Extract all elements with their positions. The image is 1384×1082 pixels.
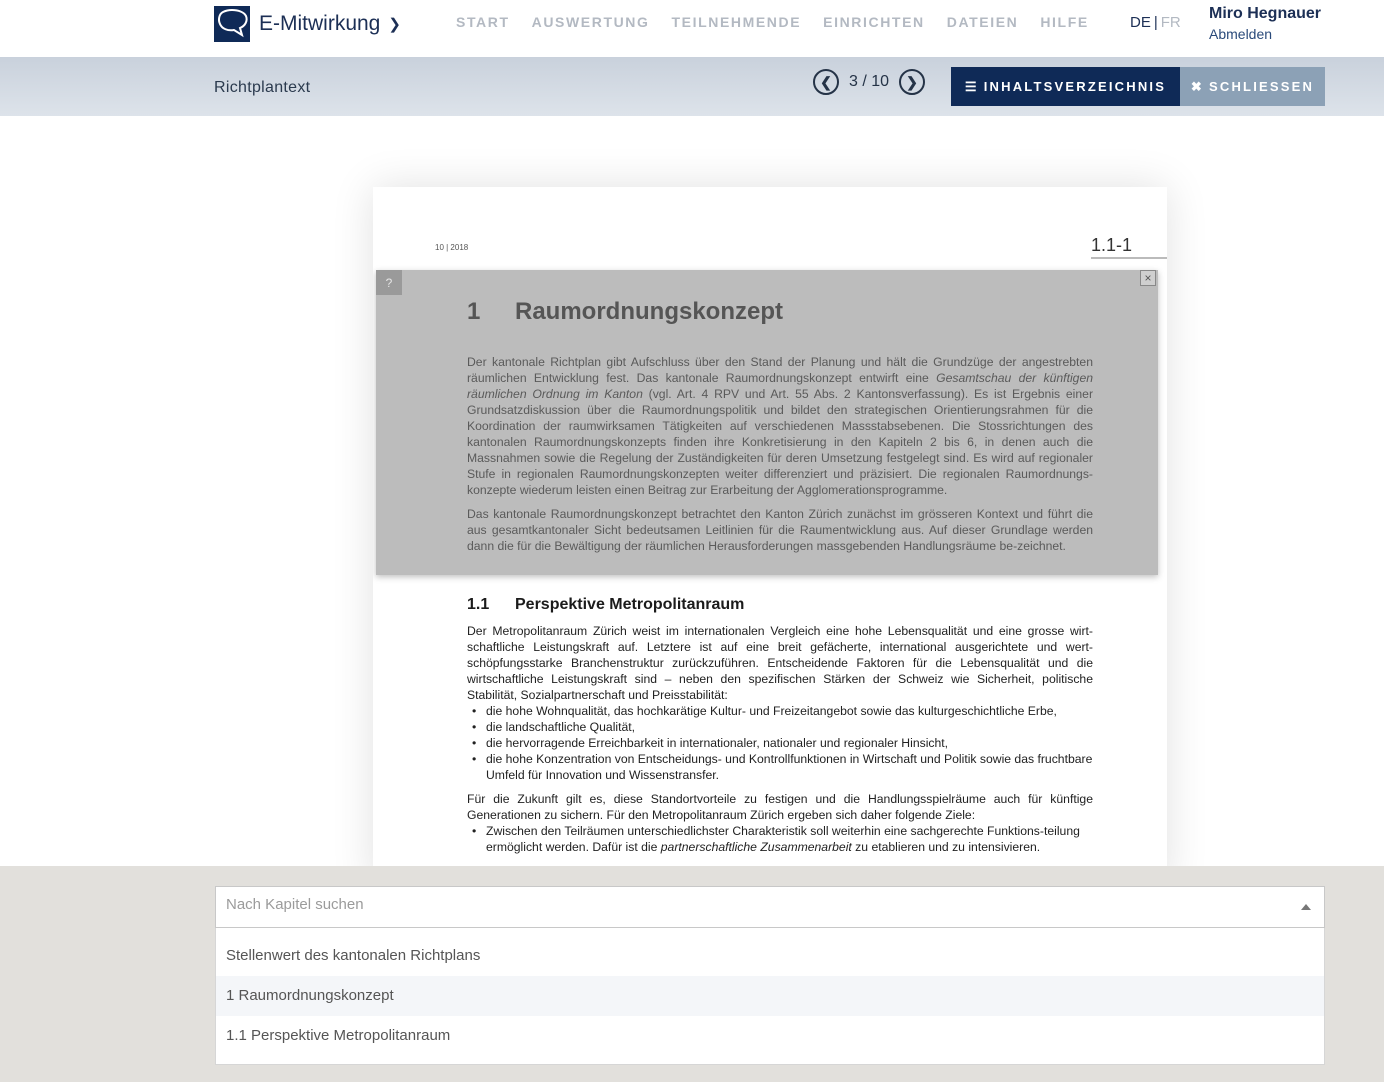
arrow-left-circle-icon[interactable]: ❮	[813, 69, 839, 95]
app-switcher[interactable]	[214, 6, 401, 42]
menu-auswertung[interactable]: AUSWERTUNG	[531, 14, 650, 30]
chapter-search-box[interactable]	[215, 886, 1325, 928]
app-name: E-Mitwirkung	[259, 12, 381, 35]
lang-de[interactable]: DE	[1130, 14, 1151, 31]
question-icon[interactable]: ?	[376, 270, 402, 295]
page-date: 10 | 2018	[435, 243, 469, 252]
chapter-search-panel	[0, 866, 1384, 1082]
lang-fr[interactable]: FR	[1160, 14, 1181, 31]
toc-button-label: INHALTSVERZEICHNIS	[983, 79, 1167, 94]
user-name[interactable]: Miro Hegnauer	[1209, 5, 1322, 22]
toc-button[interactable]	[951, 67, 1180, 106]
dropdown-caret-icon[interactable]	[1301, 904, 1311, 910]
bullet-list-2	[467, 823, 1093, 855]
document-title: Richtplantext	[214, 79, 311, 96]
top-navigation	[0, 0, 1384, 57]
list-item: • die hohe Konzentration von Entscheidungs- und Kontrollfunktionen in Wirtschaft und Politik sowie das fruchtbare Umfeld für Innovation und Wissenstransfer.	[467, 751, 1093, 783]
list-icon: ☰	[964, 78, 979, 94]
menu-hilfe[interactable]: HILFE	[1040, 14, 1089, 30]
menu-dateien[interactable]: DATEIEN	[946, 14, 1019, 30]
section-paragraph-1: Der Metropolitanraum Zürich weist im internationalen Vergleich eine hohe Lebensqualität und eine grosse wirt-schaftliche Leistungskraft auf. Letztere ist auf eine breit gefächerte, international ausgerichtete und wert-schöpfungsstarke Branchenstruktur zurückzuführen. Entscheidende Faktoren für die Lebensqualität und die wirtschaftliche Leistungskraft sind – neben den spezifischen Stärken der Schweiz wie Sicherheit, politische Stabilität, Sozialpartnerschaft und Preisstabilität:	[467, 624, 1093, 702]
result-item[interactable]: 1 Raumordnungskonzept	[216, 976, 1324, 1016]
language-switch	[1130, 14, 1181, 31]
menu-start[interactable]: START	[456, 14, 510, 30]
page-number: 1.1-1	[1091, 235, 1167, 259]
document-page	[373, 187, 1167, 887]
list-item: • die hohe Wohnqualität, das hochkarätige Kultur- und Freizeitangebot sowie das kulturgeschichtliche Erbe,	[467, 703, 1093, 719]
close-button-label: SCHLIESSEN	[1209, 79, 1315, 94]
user-menu	[1209, 5, 1321, 42]
section-number: 1.1	[467, 596, 490, 613]
close-icon: ✖	[1190, 78, 1204, 94]
speech-bubble-logo-icon	[214, 6, 250, 42]
list-item: • die hervorragende Erreichbarkeit in internationaler, nationaler und regionaler Hinsicht,	[467, 735, 1093, 751]
arrow-right-circle-icon[interactable]: ❯	[899, 69, 925, 95]
section-title: Perspektive Metropolitanraum	[515, 596, 745, 613]
close-button[interactable]	[1180, 67, 1325, 106]
chapter-title: Raumordnungskonzept	[515, 298, 783, 325]
close-overlay-icon[interactable]: ×	[1140, 270, 1156, 286]
highlighted-section[interactable]	[376, 270, 1158, 575]
page-indicator: 3 / 10	[849, 73, 890, 90]
list-item: • Zwischen den Teilräumen unterschiedlichster Charakteristik soll weiterhin eine sachgerechte Funktions-teilung ermöglicht werden. Dafür ist die partnerschaftliche Zusammenarbeit zu etablieren und zu intensivieren.	[467, 823, 1093, 855]
list-item: • die landschaftliche Qualität,	[467, 719, 1093, 735]
result-item[interactable]: Stellenwert des kantonalen Richtplans	[226, 947, 481, 964]
section-body	[467, 623, 1093, 855]
chapter-paragraph-2: Das kantonale Raumordnungskonzept betrachtet den Kanton Zürich zunächst im grösseren Kontext und führt die aus gesamtkantonaler Sicht bedeutsamen Leitlinien für die Raumentwicklung aus. Auf dieser Grundlage werden dann die für die Bewältigung der räumlichen Herausforderungen massgebenden Handlungsräume be-zeichnet.	[467, 507, 1093, 553]
document-toolbar	[0, 57, 1384, 116]
chapter-search-input[interactable]	[226, 896, 1276, 913]
result-item[interactable]: 1.1 Perspektive Metropolitanraum	[226, 1027, 451, 1044]
chapter-heading	[467, 298, 783, 326]
chevron-down-icon: ❯	[388, 16, 401, 33]
main-menu	[456, 14, 1111, 30]
pager	[813, 69, 925, 95]
chapter-number: 1	[467, 298, 481, 325]
section-paragraph-2: Für die Zukunft gilt es, diese Standortvorteile zu festigen und die Handlungsspielräume auch für künftige Generationen zu sichern. Für den Metropolitanraum Zürich ergeben sich daher folgende Ziele:	[467, 792, 1093, 822]
menu-teilnehmende[interactable]: TEILNEHMENDE	[671, 14, 802, 30]
bullet-list-1	[467, 703, 1093, 783]
menu-einrichten[interactable]: EINRICHTEN	[823, 14, 925, 30]
chapter-results	[215, 928, 1325, 1065]
lang-separator: |	[1153, 14, 1158, 31]
logout-link[interactable]: Abmelden	[1209, 26, 1273, 42]
section-heading	[467, 596, 744, 614]
chapter-paragraph-1: Der kantonale Richtplan gibt Aufschluss über den Stand der Planung und hält die Grundzüge der angestrebten räumlichen Entwicklung fest. Das kantonale Raumordnungskonzept entwirft eine Gesamtschau der künftigen räumlichen Ordnung im Kanton (vgl. Art. 4 RPV und Art. 55 Abs. 2 Kantonsverfassung). Es ist Ergebnis einer Grundsatzdiskussion über die Raumordnungspolitik und bildet den strategischen Orientierungsrahmen für die Koordination der raumwirksamen Tätigkeiten auf verschiedenen Massstabsebenen. Die Stossrichtungen des kantonalen Raumordnungskonzepts finden ihre Konkretisierung in den Kapiteln 2 bis 6, in denen auch die Massnahmen sowie die Regelung der Zuständigkeiten für deren Umsetzung festgelegt sind. Es wird auf regionaler Stufe in regionalen Raumordnungskonzepten weiter differenziert und präzisiert. Die regionalen Raumordnungs-konzepte wiederum leisten einen Beitrag zur Erarbeitung der Agglomerationsprogramme.	[467, 355, 1093, 497]
